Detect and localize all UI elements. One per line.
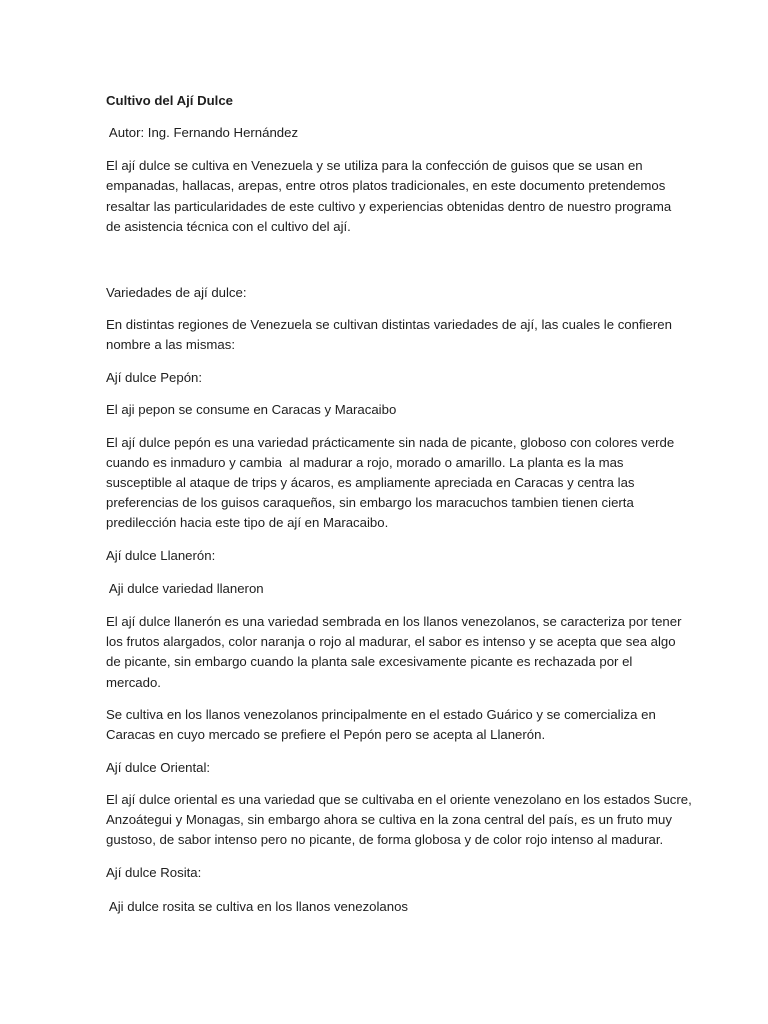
rosita-heading: Ají dulce Rosita: bbox=[106, 865, 202, 880]
pepon-caption: El aji pepon se consume en Caracas y Maracaibo bbox=[106, 402, 397, 417]
pepon-line: susceptible al ataque de trips y ácaros, es ampliamente apreciada en Caracas y centra las bbox=[106, 475, 635, 490]
llaneron-line: mercado. bbox=[106, 675, 161, 690]
intro-line: resaltar las particularidades de este cultivo y experiencias obtenidas dentro de nuestro programa bbox=[106, 199, 672, 214]
intro-line: empanadas, hallacas, arepas, entre otros platos tradicionales, en este documento pretendemos bbox=[106, 178, 666, 193]
pepon-line: El ají dulce pepón es una variedad prácticamente sin nada de picante, globoso con colores verde bbox=[106, 435, 675, 450]
varieties-heading: Variedades de ají dulce: bbox=[106, 285, 247, 300]
pepon-heading: Ají dulce Pepón: bbox=[106, 370, 203, 385]
llaneron-heading: Ají dulce Llanerón: bbox=[106, 548, 216, 563]
llaneron-line: los frutos alargados, color naranja o rojo al madurar, el sabor es intenso y se acepta que sea algo bbox=[106, 634, 676, 649]
oriental-line: Anzoátegui y Monagas, sin embargo ahora se cultiva en la zona central del país, es un fruto muy bbox=[106, 812, 672, 827]
llaneron-line: Se cultiva en los llanos venezolanos principalmente en el estado Guárico y se comercializa en bbox=[106, 707, 656, 722]
llaneron-line: Caracas en cuyo mercado se prefiere el Pepón pero se acepta al Llanerón. bbox=[106, 727, 546, 742]
oriental-heading: Ají dulce Oriental: bbox=[106, 760, 211, 775]
oriental-line: El ají dulce oriental es una variedad que se cultivaba en el oriente venezolano en los estados Sucre, bbox=[106, 792, 692, 807]
pepon-line: preferencias de los guisos caraqueños, sin embargo los maracuchos tambien tienen cierta bbox=[106, 495, 634, 510]
pepon-line: predilección hacia este tipo de ají en Maracaibo. bbox=[106, 515, 389, 530]
pepon-line: cuando es inmaduro y cambia al madurar a rojo, morado o amarillo. La planta es la mas bbox=[106, 455, 624, 470]
llaneron-line: El ají dulce llanerón es una variedad sembrada en los llanos venezolanos, se caracteriza por tener bbox=[106, 614, 682, 629]
rosita-caption: Aji dulce rosita se cultiva en los llanos venezolanos bbox=[106, 899, 409, 914]
intro-line: El ají dulce se cultiva en Venezuela y se utiliza para la confección de guisos que se usan en bbox=[106, 158, 643, 173]
document-title: Cultivo del Ají Dulce bbox=[106, 93, 234, 108]
oriental-line: gustoso, de sabor intenso pero no picante, de forma globosa y de color rojo intenso al madurar. bbox=[106, 832, 664, 847]
intro-line: de asistencia técnica con el cultivo del ají. bbox=[106, 219, 351, 234]
llaneron-caption: Aji dulce variedad llaneron bbox=[106, 581, 264, 596]
varieties-intro-line: nombre a las mismas: bbox=[106, 337, 235, 352]
author-line: Autor: Ing. Fernando Hernández bbox=[106, 125, 299, 140]
llaneron-line: de picante, sin embargo cuando la planta sale excesivamente picante es rechazada por el bbox=[106, 654, 633, 669]
varieties-intro-line: En distintas regiones de Venezuela se cultivan distintas variedades de ají, las cuales le confieren bbox=[106, 317, 672, 332]
